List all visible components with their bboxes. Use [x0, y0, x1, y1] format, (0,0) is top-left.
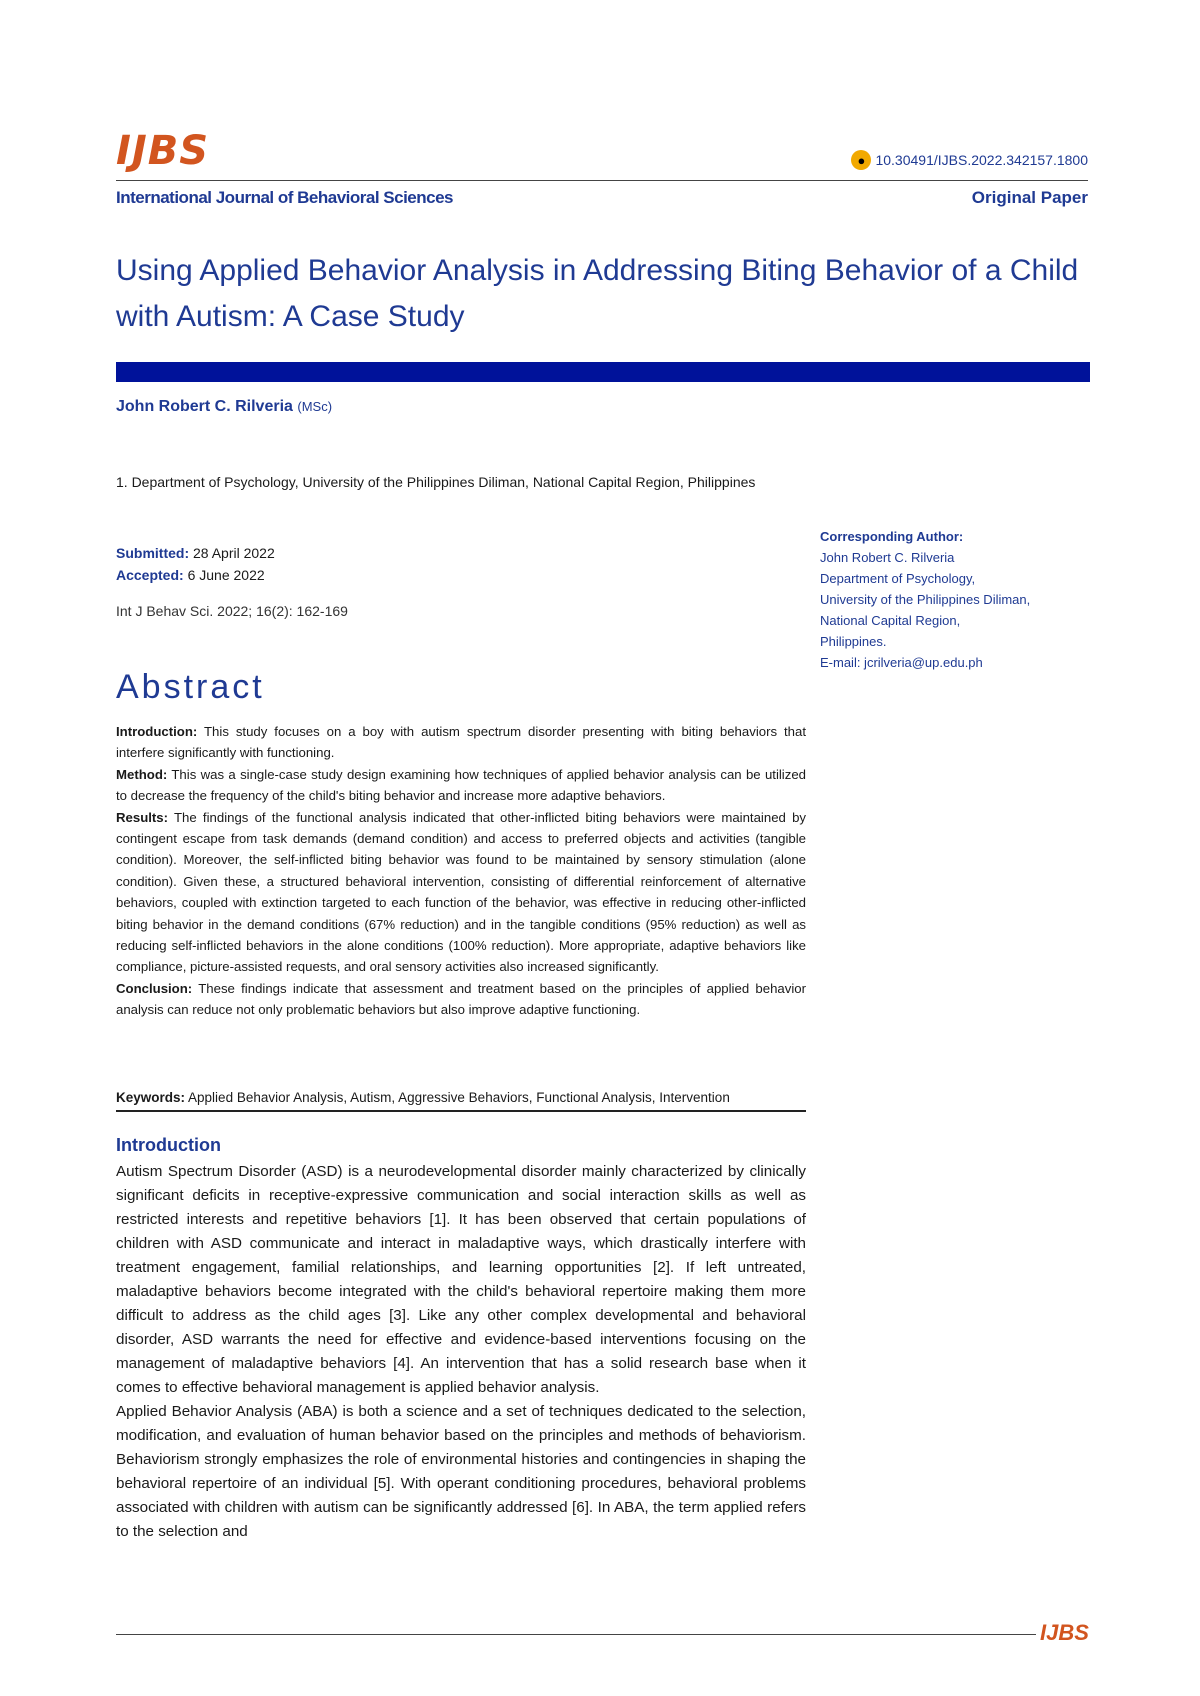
abstract-results: [116, 807, 806, 978]
title-bar: [116, 362, 1090, 382]
corresponding-country: Philippines.: [820, 634, 887, 649]
introduction-body: [116, 1160, 806, 1544]
abstract-introduction: [116, 721, 806, 764]
introduction-paragraph-1: Autism Spectrum Disorder (ASD) is a neurodevelopmental disorder mainly characterized by clinically significant deficits in receptive-expressive communication and social interaction skills as well as restricted interests and repetitive behaviors [1]. It has been observed that certain populations of children with ASD communicate and interact in maladaptive ways, which drastically interfere with treatment engagement, familial relationships, and learning opportunities [2]. If left untreated, maladaptive behaviors become integrated with the child's behavioral repertoire making them more difficult to address as the child ages [3]. Like any other complex developmental and behavioral disorder, ASD warrants the need for effective and evidence-based interventions focusing on the management of maladaptive behaviors [4]. An intervention that has a solid research base when it comes to effective behavioral management is applied behavior analysis.: [116, 1163, 806, 1396]
corresponding-email[interactable]: E-mail: jcrilveria@up.edu.ph: [820, 655, 983, 670]
submitted-date: 28 April 2022: [193, 545, 275, 561]
abstract-method: [116, 764, 806, 807]
author-line: [116, 398, 332, 416]
abstract-results-text: The findings of the functional analysis indicated that other-inflicted biting behaviors were maintained by contingent escape from task demands (demand condition) and access to preferred objects and activities (tangible condition). Moreover, the self-inflicted biting behavior was found to be maintained by sensory stimulation (alone condition). Given these, a structured behavioral intervention, consisting of differential reinforcement of alternative behaviors, coupled with extinction targeted to each function of the behavior, was effective in reducing other-inflicted biting behavior in the demand conditions (67% reduction) and in the tangible conditions (95% reduction) as well as reducing self-inflicted behaviors in the alone conditions (100% reduction). More appropriate, adaptive behaviors like compliance, picture-assisted requests, and oral sensory activities also increased significantly.: [116, 809, 806, 975]
abstract-method-text: This was a single-case study design examining how techniques of applied behavior analysis can be utilized to decrease the frequency of the child's biting behavior and increase more adaptive behaviors.: [116, 766, 806, 804]
doi-text[interactable]: 10.30491/IJBS.2022.342157.1800: [875, 152, 1088, 168]
corresponding-region: National Capital Region,: [820, 613, 961, 628]
abstract-conclusion-text: These findings indicate that assessment and treatment based on the principles of applied behavior analysis can reduce not only problematic behaviors but also improve adaptive functioning.: [116, 980, 806, 1018]
footer-divider: [116, 1634, 1036, 1635]
submitted-label: Submitted:: [116, 545, 190, 561]
paper-title: Using Applied Behavior Analysis in Addressing Biting Behavior of a Child with Autism: A Case Study: [116, 254, 1079, 333]
corresponding-heading: Corresponding Author:: [820, 529, 964, 544]
accepted-date: 6 June 2022: [187, 567, 265, 583]
abstract-results-label: Results:: [116, 809, 169, 825]
affiliation: 1. Department of Psychology, University of the Philippines Diliman, National Capital Region, Philippines: [116, 474, 756, 490]
introduction-heading: Introduction: [116, 1135, 221, 1155]
corresponding-dept: Department of Psychology,: [820, 571, 976, 586]
abstract-conclusion-label: Conclusion:: [116, 980, 193, 996]
footer-logo: IJBS: [1040, 1620, 1089, 1645]
doi-link[interactable]: [851, 150, 1088, 170]
dates: [116, 542, 275, 586]
accepted-line: [116, 564, 275, 586]
author-degree: (MSc): [297, 399, 333, 414]
doi-icon: ●: [851, 150, 871, 170]
abstract-body: [116, 721, 806, 1021]
keywords: [116, 1090, 806, 1105]
corresponding-author: [820, 526, 1110, 673]
corresponding-name: John Robert C. Rilveria: [820, 550, 955, 565]
keywords-label: Keywords:: [116, 1090, 186, 1105]
submitted-line: [116, 542, 275, 564]
accepted-label: Accepted:: [116, 567, 184, 583]
abstract-heading: Abstract: [116, 668, 265, 706]
keywords-text: Applied Behavior Analysis, Autism, Aggressive Behaviors, Functional Analysis, Intervention: [185, 1090, 730, 1105]
journal-logo: IJBS: [116, 128, 210, 174]
abstract-method-label: Method:: [116, 766, 168, 782]
abstract-conclusion: [116, 978, 806, 1021]
abstract-introduction-text: This study focuses on a boy with autism spectrum disorder presenting with biting behaviors that interfere significantly with functioning.: [116, 724, 806, 761]
introduction-paragraph-2: Applied Behavior Analysis (ABA) is both a science and a set of techniques dedicated to the selection, modification, and evaluation of human behavior based on the principles and methods of behaviorism. Behaviorism strongly emphasizes the role of environmental histories and contingencies in shaping the behavioral repertoire of an individual [5]. With operant conditioning procedures, behavioral problems associated with children with autism can be significantly addressed [6]. In ABA, the term applied refers to the selection and: [116, 1403, 806, 1540]
journal-name: International Journal of Behavioral Sciences: [116, 188, 453, 207]
abstract-introduction-label: Introduction:: [116, 724, 198, 739]
header-divider: [116, 180, 1088, 181]
paper-type: Original Paper: [971, 188, 1088, 207]
corresponding-univ: University of the Philippines Diliman,: [820, 592, 1031, 607]
citation: Int J Behav Sci. 2022; 16(2): 162-169: [116, 603, 348, 619]
keywords-divider: [116, 1110, 806, 1112]
author-name: John Robert C. Rilveria: [116, 398, 293, 415]
